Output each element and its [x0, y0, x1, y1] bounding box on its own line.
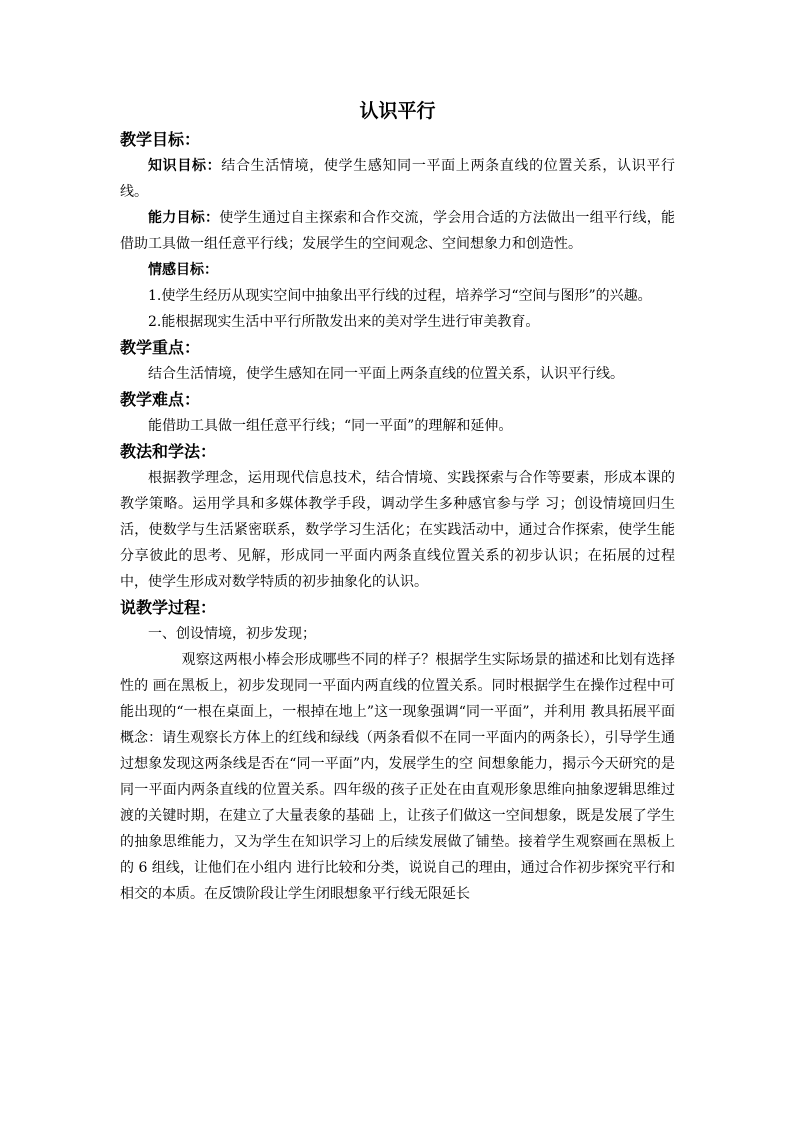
document-page — [120, 98, 675, 907]
heading-teaching-goals: 教学目标： — [120, 130, 201, 149]
ability-goal-paragraph — [120, 205, 675, 257]
process-step-1-text: 观察这两根小棒会形成哪些不同的样子？根据学生实际场景的描述和比划有选择性的 画在黑板上，初步发现同一平面内两直线的位置关系。同时根据学生在操作过程中可能出现的“一根在桌面上，一根掉在地上”这一现象强调“同一平面”，并利用 教具拓展平面概念：请生观察长方体上的红线和绿线（两条看似不在同一平面内的两条长），引导学生通过想象发现这两条线是否在“同一平面”内，发展学生的空 间想象能力，揭示今天研究的是同一平面内两条直线的位置关系。四年级的孩子正处在由直观形象思维向抽象逻辑思维过渡的关键时期，在建立了大量表象的基础 上，让孩子们做这一空间想象，既是发展了学生的抽象思维能力，又为学生在知识学习上的后续发展做了铺垫。接着学生观察画在黑板上的 6 组线，让他们在小组内 进行比较和分类，说说自己的理由，通过合作初步探究平行和相交的本质。在反馈阶段让学生闭眼想象平行线无限延长 — [120, 652, 675, 902]
heading-teaching-process: 说教学过程： — [120, 598, 217, 617]
difficulties-text: 能借助工具做一组任意平行线；“同一平面”的理解和延伸。 — [148, 418, 513, 434]
knowledge-goal-paragraph — [120, 153, 675, 205]
key-points-text: 结合生活情境，使学生感知在同一平面上两条直线的位置关系，认识平行线。 — [148, 366, 624, 382]
emotion-goal-label: 情感目标： — [148, 262, 218, 278]
knowledge-goal-text: 结合生活情境，使学生感知同一平面上两条直线的位置关系，认识平行线。 — [120, 158, 676, 200]
ability-goal-text: 使学生通过自主探索和合作交流，学会用合适的方法做出一组平行线，能借助工具做一组任意平行线；发展学生的空间观念、空间想象力和创造性。 — [120, 210, 675, 252]
process-step-1-heading: 一、创设情境，初步发现； — [148, 626, 316, 642]
ability-goal-label: 能力目标： — [148, 210, 220, 226]
heading-methods: 教法和学法： — [120, 442, 217, 461]
heading-key-points: 教学重点： — [120, 338, 201, 357]
document-title: 认识平行 — [359, 100, 436, 122]
heading-difficulties: 教学难点： — [120, 390, 201, 409]
emotion-goal-item-1: 1.使学生经历从现实空间中抽象出平行线的过程，培养学习“空间与图形”的兴趣。 — [148, 288, 652, 304]
emotion-goal-item-2: 2.能根据现实生活中平行所散发出来的美对学生进行审美教育。 — [148, 314, 540, 330]
methods-text: 根据教学理念，运用现代信息技术，结合情境、实践探索与合作等要素，形成本课的教学策略。运用学具和多媒体教学手段，调动学生多种感官参与学 习；创设情境回归生活，使数学与生活紧密联系，数学学习生活化；在实践活动中，通过合作探索，使学生能分享彼此的思考、见解，形成同一平面内两条直线位置关系的初步认识；在拓展的过程中，使学生形成对数学特质的初步抽象化的认识。 — [120, 470, 675, 590]
knowledge-goal-label: 知识目标： — [148, 158, 222, 174]
